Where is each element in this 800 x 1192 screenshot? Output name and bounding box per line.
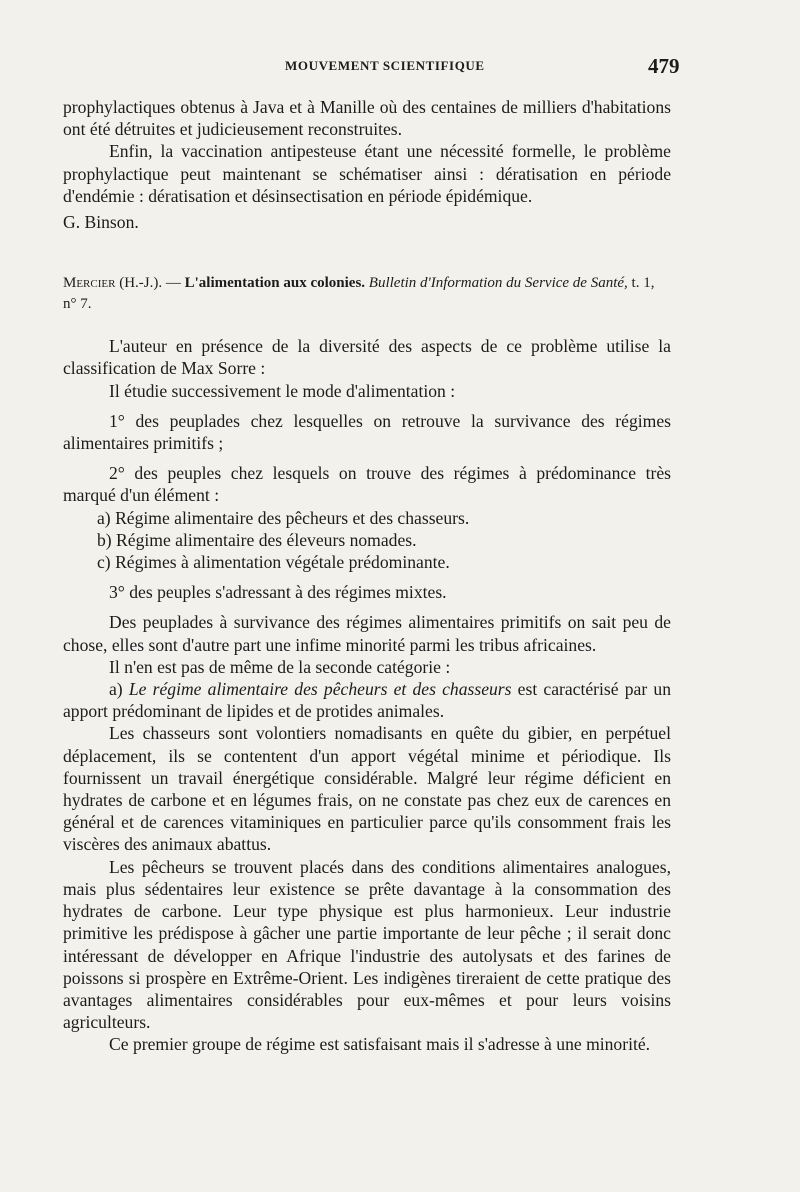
running-title: MOUVEMENT SCIENTIFIQUE [285,58,485,73]
para-a-rest: est caractérisé par un apport prédominant de lipides et de protides animales. [63,679,671,722]
page-number: 479 [648,54,680,78]
review-author: Mercier [63,275,116,292]
paragraph: Des peuplades à survivance des régimes alimentaires primitifs on sait peu de chose, elles sont d'autre part une infime minorité parmi les tribus africaines. [63,612,671,655]
prev-article-end: prophylactiques obtenus à Java et à Manille où des centaines de milliers d'habitations ont été détruites et judicieusement reconstruites. [63,97,671,140]
list-item: 2° des peuples chez lesquels on trouve des régimes à prédominance très marqué d'un élément : [63,463,671,506]
review-title: L'alimentation aux colonies. [184,275,366,292]
paragraph: L'auteur en présence de la diversité des aspects de ce problème utilise la classification de Max Sorre : [63,336,671,379]
bibliographic-reference [63,273,671,315]
sub-list-item: b) Régime alimentaire des éleveurs nomades. [97,529,417,550]
list-item: 3° des peuples s'adressant à des régimes mixtes. [109,582,447,603]
sub-list-item: a) Régime alimentaire des pêcheurs et des chasseurs. [97,507,470,528]
paragraph-a [63,678,671,722]
paragraph: Les chasseurs sont volontiers nomadisants en quête du gibier, en perpétuel déplacement, ils se contentent d'un apport végétal minime et périodique. Ils fournissent un travail énergétique considérable. Malgré leur régime déficient en hydrates de carbone et en légumes frais, on ne constate pas chez eux de carences en général et de carences vitaminiques en particulier parce qu'ils consomment frais les viscères des animaux abattus. [63,723,671,855]
review-source: Bulletin d'Information du Service de Santé, [368,275,628,292]
para-a-label: a) [109,679,123,700]
body-text [63,96,671,1056]
review-volume: t. 1, n° 7. [63,275,655,313]
paragraph: Il n'en est pas de même de la seconde catégorie : [109,656,451,677]
paragraph: Les pêcheurs se trouvent placés dans des conditions alimentaires analogues, mais plus sédentaires leur existence se prête davantage à la consommation des hydrates de carbone. Leur type physique est plus harmonieux. Leur industrie primitive les prédispose à gâcher une partie importante de leur pêche ; il serait donc intéressant de développer en Afrique l'industrie des autolysats et des farines de poissons si prospère en Extrême-Orient. Les indigènes tireraient de cette pratique des avantages alimentaires considérables pour eux-mêmes et pour leurs voisins agriculteurs. [63,856,671,1033]
paragraph: Il étudie successivement le mode d'alimentation : [109,380,456,401]
signature: G. Binson. [63,212,139,233]
paragraph: Ce premier groupe de régime est satisfaisant mais il s'adresse à une minorité. [109,1034,651,1055]
para-a-italic: Le régime alimentaire des pêcheurs et des chasseurs [128,679,512,700]
prev-article-closing: Enfin, la vaccination antipesteuse étant une nécessité formelle, le problème prophylactique peut maintenant se schématiser ainsi : dératisation en période d'endémie : dératisation et désinsectisation en période épidémique. [63,141,671,206]
review-author-initials: (H.-J.). — [119,275,181,292]
sub-list-item: c) Régimes à alimentation végétale prédominante. [97,552,450,573]
list-item: 1° des peuplades chez lesquelles on retrouve la survivance des régimes alimentaires primitifs ; [63,410,671,454]
